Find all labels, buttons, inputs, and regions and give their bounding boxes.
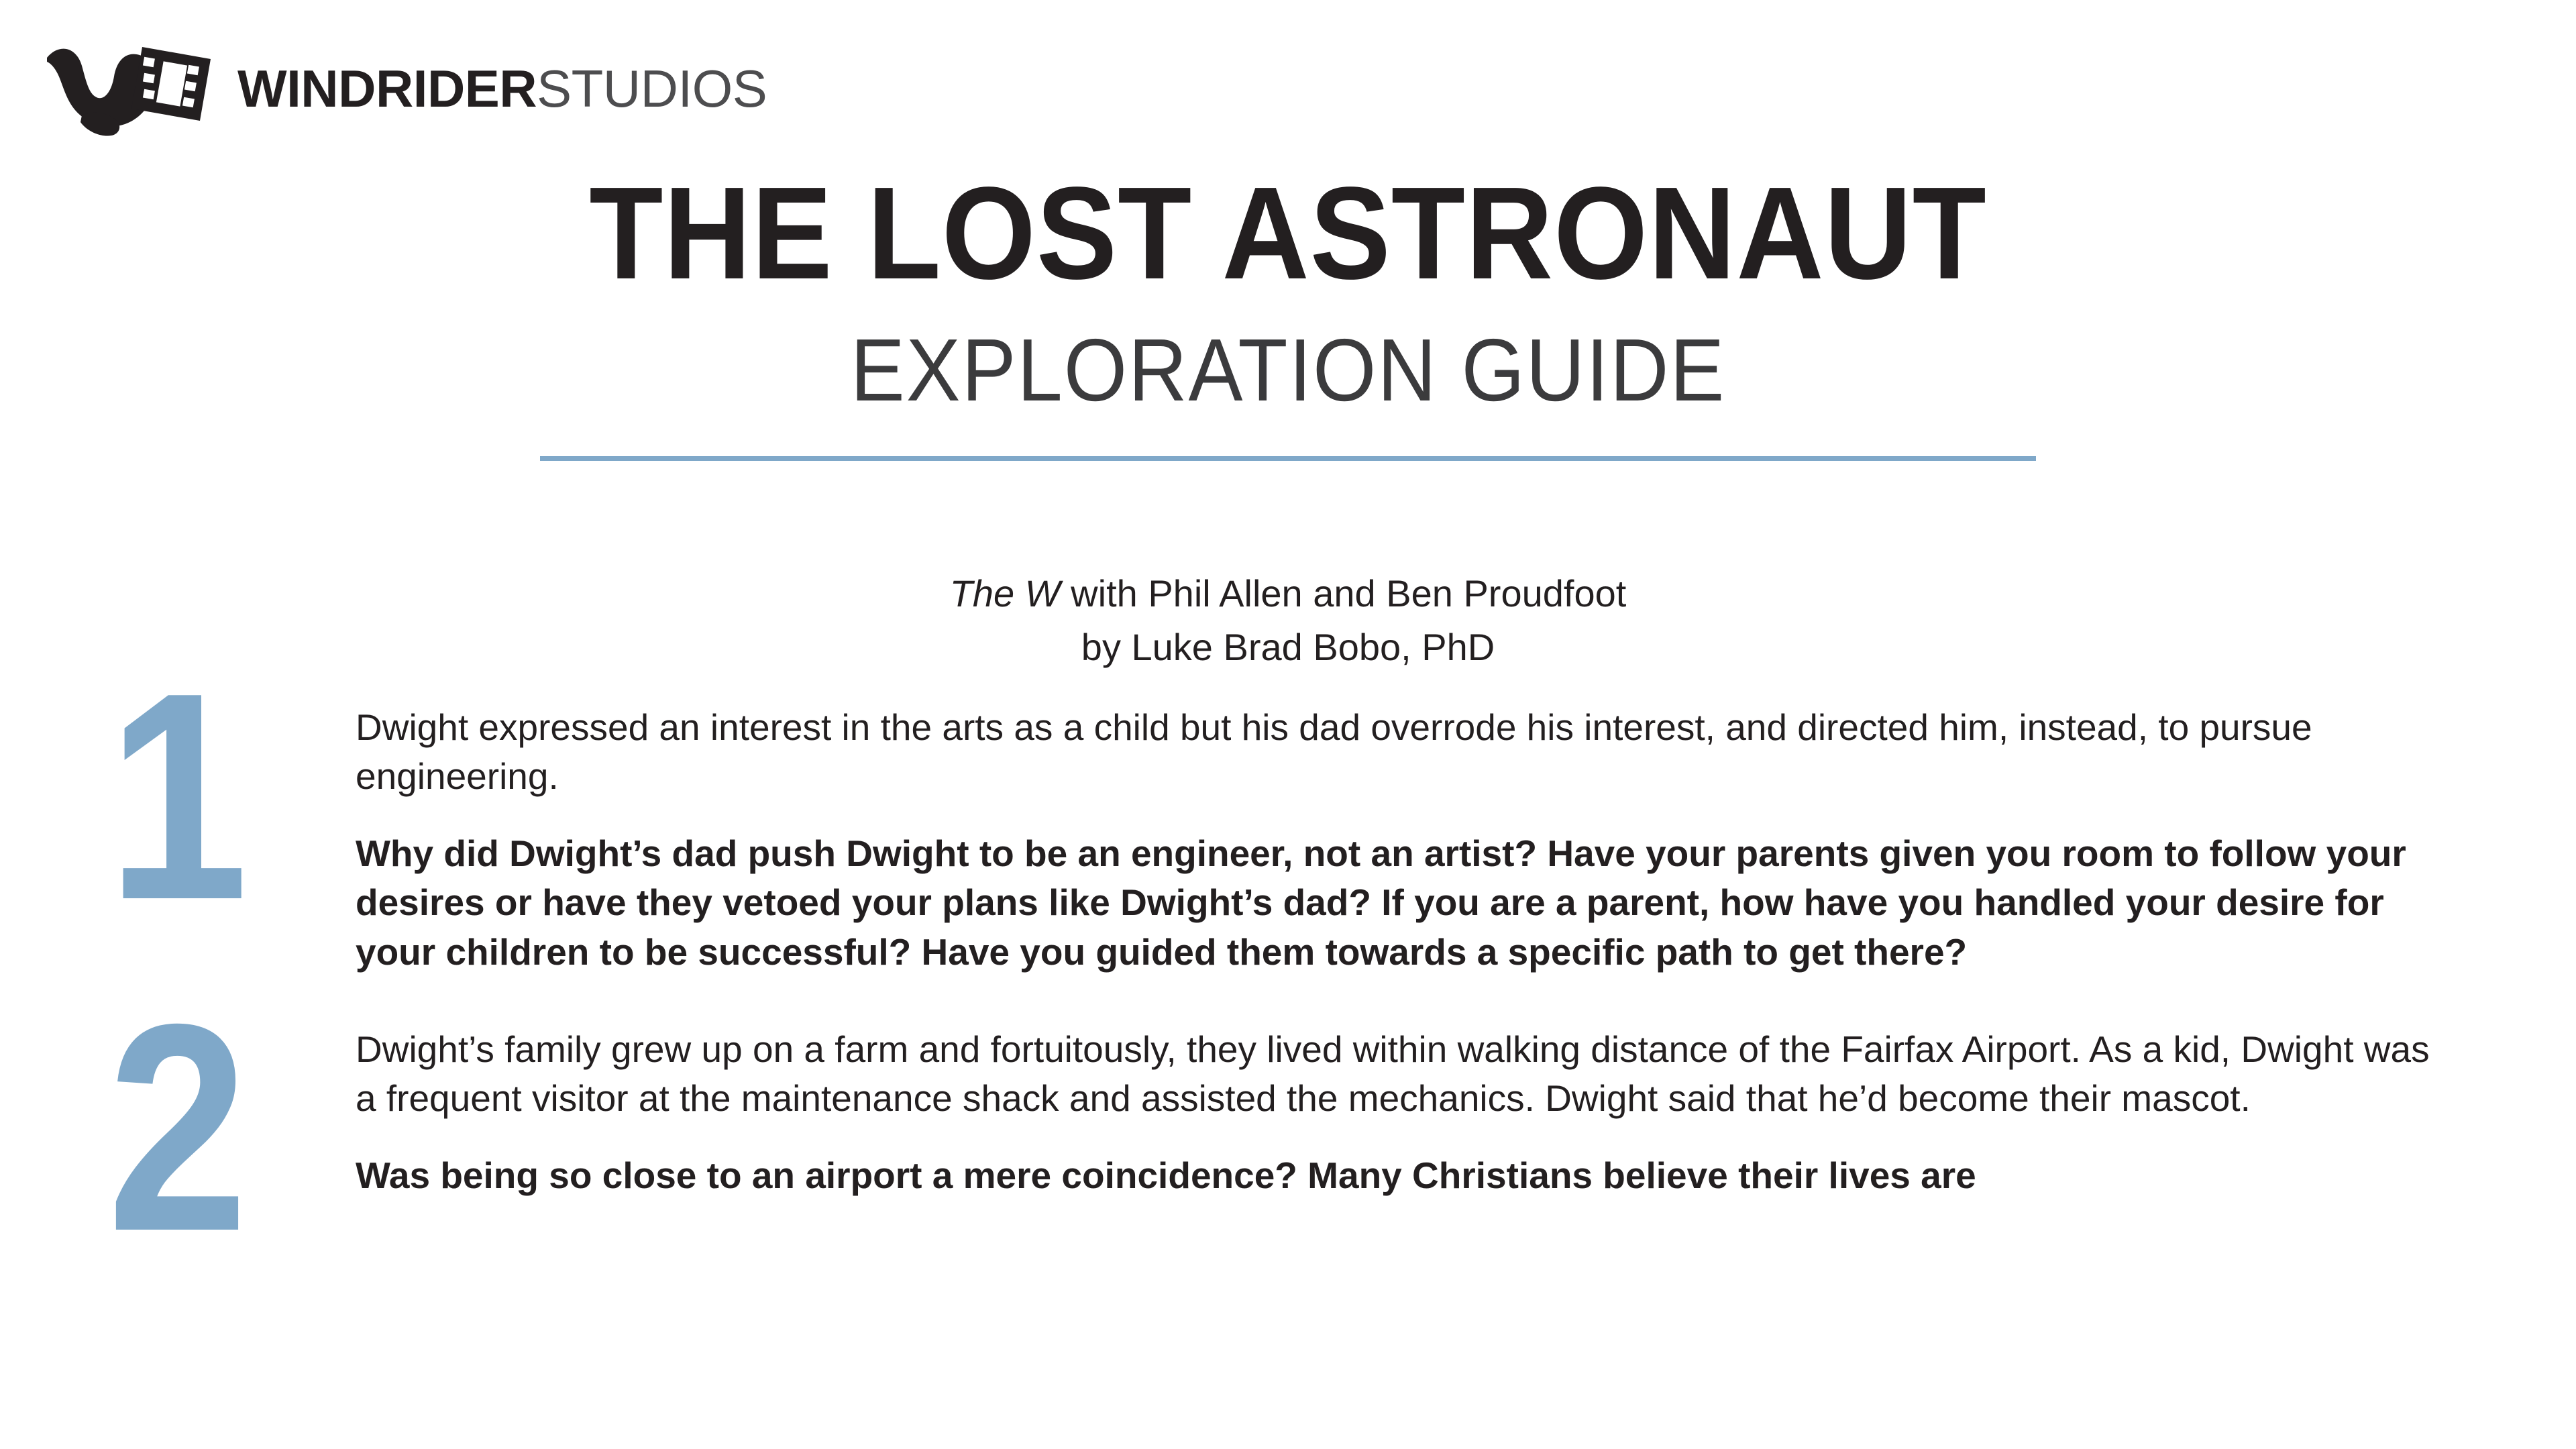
page-subtitle: EXPLORATION GUIDE [850, 321, 1726, 419]
windrider-film-strip-logo-icon [42, 35, 223, 142]
list-item [0, 963, 2576, 1293]
brand-name-bold: WINDRIDER [237, 59, 537, 118]
title-block [0, 160, 2576, 461]
entry-question-text: Was being so close to an airport a mere coincidence? Many Christians believe their lives are [356, 1154, 1976, 1196]
credits-line-1 [0, 569, 2576, 619]
credits-italic-title: The W [949, 572, 1061, 614]
entry-number: 1 [107, 632, 249, 961]
entry-body [356, 703, 2549, 977]
entry-number: 2 [107, 963, 249, 1293]
title-divider [540, 456, 2036, 461]
entry-question-text: Why did Dwight’s dad push Dwight to be an engineer, not an artist? Have your parents given you room to follow your desires or have they vetoed your plans like Dwight’s dad? If you are a parent, how have you handled your desire for your children to be successful? Have you guided them towards a specific path to get there? [356, 833, 2406, 973]
credits [0, 569, 2576, 673]
entry-intro-text: Dwight’s family grew up on a farm and fortuitously, they lived within walking distance of the Fairfax Airport. As a kid, Dwight was a frequent visitor at the maintenance shack and assisted the mechanics. Dwight said that he’d become their mascot. [356, 1028, 2430, 1119]
brand-name-light: STUDIOS [537, 59, 767, 118]
page-title: THE LOST ASTRONAUT [589, 160, 1987, 307]
entry-intro-text: Dwight expressed an interest in the arts as a child but his dad overrode his interest, and directed him, instead, to pursue engineering. [356, 706, 2312, 798]
credits-line-2: by Luke Brad Bobo, PhD [1081, 626, 1495, 669]
entry-body [356, 1025, 2549, 1200]
credits-collaborators: with Phil Allen and Ben Proudfoot [1060, 572, 1627, 614]
brand-logo [42, 35, 767, 142]
brand-wordmark [237, 59, 767, 118]
